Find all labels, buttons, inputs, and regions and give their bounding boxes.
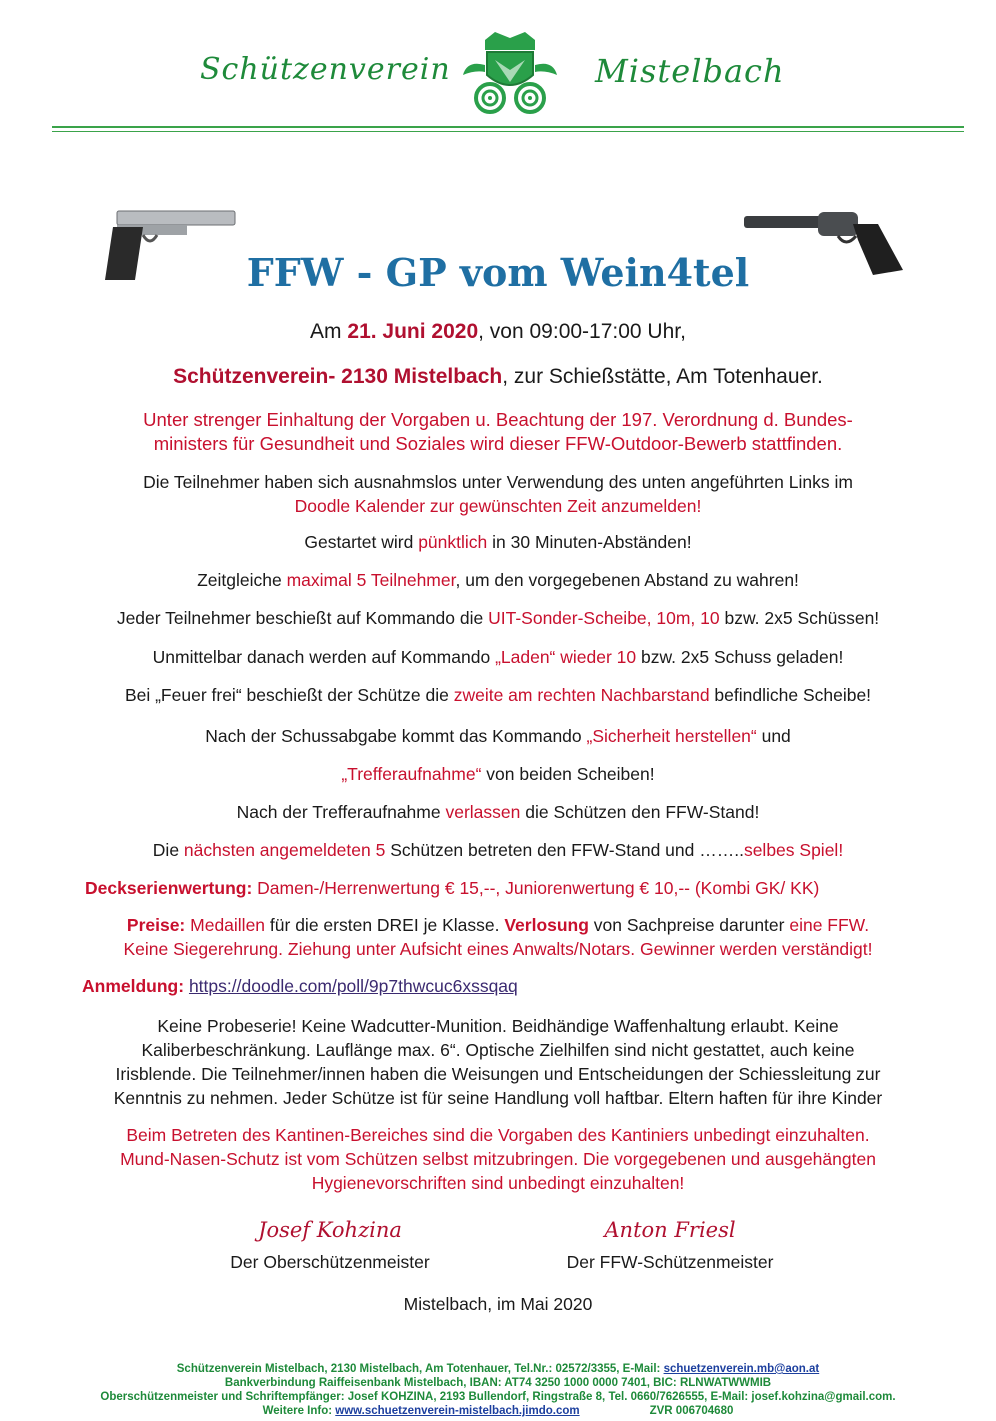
footer-line-3: Oberschützenmeister und Schriftempfänger: Josef KOHZINA, 2193 Bullendorf, Ringstraße 8, Tel. 0660/7626555, E-Mail: josef.kohzina@gmail.com. [100,1391,896,1403]
event-time: , von 09:00-17:00 Uhr, [478,320,686,343]
anmeldung-label: Anmeldung: [82,976,185,996]
prizes-line-2: Keine Siegerehrung. Ziehung unter Aufsicht eines Anwalts/Notars. Gewinner werden verständigt! [123,939,873,959]
rules-line-3: Irisblende. Die Teilnehmer/innen haben die Weisungen und Entscheidungen der Schiessleitung zur [115,1064,881,1084]
load-text-c: bzw. 2x5 Schuss geladen! [636,647,844,667]
signature-left: Josef Kohzina [258,1218,402,1242]
safety-text-c: und [756,726,791,746]
register-line-1: Die Teilnehmer haben sich ausnahmslos unter Verwendung des unten angeführten Links im [143,472,853,492]
prizes-text-d: von Sachpreise darunter [588,915,790,935]
canteen-line-3: Hygienevorschriften sind unbedingt einzuhalten! [311,1173,685,1193]
canteen-line-1: Beim Betreten des Kantinen-Bereiches sind die Vorgaben des Kantiniers unbedingt einzuhalten. [126,1125,870,1145]
max-text-b: maximal 5 Teilnehmer [286,570,456,590]
start-line [0,530,996,554]
footer-address: Schützenverein Mistelbach, 2130 Mistelbach, Am Totenhauer, Tel.Nr.: 02572/3355, E-Mail: [176,1363,664,1375]
start-text-a: Gestartet wird [304,532,419,552]
scoring-line [85,876,945,900]
venue-club: Schützenverein- 2130 Mistelbach [173,365,503,388]
prizes-text-a: Medaillen [185,915,266,935]
notice-line-2: ministers für Gesundheit und Soziales wird dieser FFW-Outdoor-Bewerb stattfinden. [153,433,843,454]
rules-line-1: Keine Probeserie! Keine Wadcutter-Munition. Beidhändige Waffenhaltung erlaubt. Keine [157,1016,839,1036]
leave-text-a: Nach der Trefferaufnahme [236,802,446,822]
notice-line-1: Unter strenger Einhaltung der Vorgaben u. Beachtung der 197. Verordnung d. Bundes- [143,409,853,430]
leave-text-c: die Schützen den FFW-Stand! [520,802,760,822]
footer-zvr: ZVR 006704680 [649,1405,734,1417]
header-rule-bottom [52,131,964,132]
header-rule-top [52,126,964,128]
scoring-text: Damen-/Herrenwertung € 15,--, Juniorenwertung € 10,-- (Kombi GK/ KK) [252,878,820,898]
rules-line-2: Kaliberbeschränkung. Lauflänge max. 6“. Optische Zielhilfen sind nicht gestattet, auch keine [141,1040,855,1060]
prizes-text-c: Verlosung [504,915,589,935]
hits-text-a: „Trefferaufnahme“ [341,764,482,784]
max-text-c: , um den vorgegebenen Abstand zu wahren! [455,570,799,590]
venue-line [0,365,996,389]
fire-line [0,683,996,707]
canteen-line-2: Mund-Nasen-Schutz ist vom Schützen selbst mitzubringen. Die vorgegebenen und ausgehängten [120,1149,876,1169]
footer-email-link[interactable]: schuetzenverein.mb@aon.at [663,1363,820,1375]
rules-line-4: Kenntnis zu nehmen. Jeder Schütze ist für seine Handlung voll haftbar. Eltern haften für ihre Kinder [113,1088,883,1108]
register-line-2: Doodle Kalender zur gewünschten Zeit anzumelden! [294,496,702,516]
prizes-text-e: eine FFW. [789,915,870,935]
fire-text-c: befindliche Scheibe! [709,685,872,705]
next-text-b: nächsten angemeldeten 5 [183,840,386,860]
footer-line-1 [0,1362,996,1377]
fire-text-b: zweite am rechten Nachbarstand [453,685,710,705]
hits-text-b: von beiden Scheiben! [481,764,655,784]
start-text-b: pünktlich [418,532,488,552]
fire-text-a: Bei „Feuer frei“ beschießt der Schütze die [124,685,454,705]
signature-right: Anton Friesl [604,1218,736,1242]
max-text-a: Zeitgleiche [197,570,287,590]
doodle-link[interactable]: https://doodle.com/poll/9p7thwcuc6xssqaq [188,976,518,996]
page-title: FFW - GP vom Wein4tel [246,250,750,295]
scoring-label: Deckserienwertung: [85,878,253,898]
footer-line-4 [0,1404,996,1419]
header-right-script: Mistelbach [595,52,785,90]
date-line [0,320,996,344]
prizes-label: Preise: [126,915,186,935]
safety-text-a: Nach der Schussabgabe kommt das Kommando [205,726,587,746]
footer-info-label: Weitere Info: [262,1405,336,1417]
shoot-text-a: Jeder Teilnehmer beschießt auf Kommando die [116,608,489,628]
footer-line-2: Bankverbindung Raiffeisenbank Mistelbach, IBAN: AT74 3250 1000 0000 7401, BIC: RLNWATWWMIB [224,1377,772,1389]
prizes-text-b: für die ersten DREI je Klasse. [265,915,505,935]
prizes-line-1 [0,913,996,937]
club-crest-icon [455,20,565,115]
place-date: Mistelbach, im Mai 2020 [403,1294,593,1314]
safety-text-b: „Sicherheit herstellen“ [586,726,757,746]
load-text-b: „Laden“ wieder 10 [495,647,637,667]
next-text-a: Die [152,840,184,860]
leave-text-b: verlassen [445,802,521,822]
anmeldung-line [82,974,952,998]
max-line [0,568,996,592]
leave-line [0,800,996,824]
safety-line [0,724,996,748]
next-text-c: Schützen betreten den FFW-Stand und …….. [385,840,744,860]
date-prefix: Am [310,320,348,343]
event-date: 21. Juni 2020 [347,320,479,343]
load-line [0,645,996,669]
shoot-text-b: UIT-Sonder-Scheibe, 10m, 10 [488,608,720,628]
shoot-text-c: bzw. 2x5 Schüssen! [719,608,880,628]
signature-right-role: Der FFW-Schützenmeister [566,1252,774,1272]
load-text-a: Unmittelbar danach werden auf Kommando [152,647,496,667]
footer-website-link[interactable]: www.schuetzenverein-mistelbach.jimdo.com [335,1405,580,1417]
hits-line [0,762,996,786]
signature-left-role: Der Oberschützenmeister [230,1252,430,1272]
next-line [0,838,996,862]
next-text-d: selbes Spiel! [743,840,844,860]
shoot-line [0,606,996,630]
header-left-script: Schützenverein [200,52,451,87]
start-text-c: in 30 Minuten-Abständen! [487,532,692,552]
venue-location: , zur Schießstätte, Am Totenhauer. [502,365,823,388]
